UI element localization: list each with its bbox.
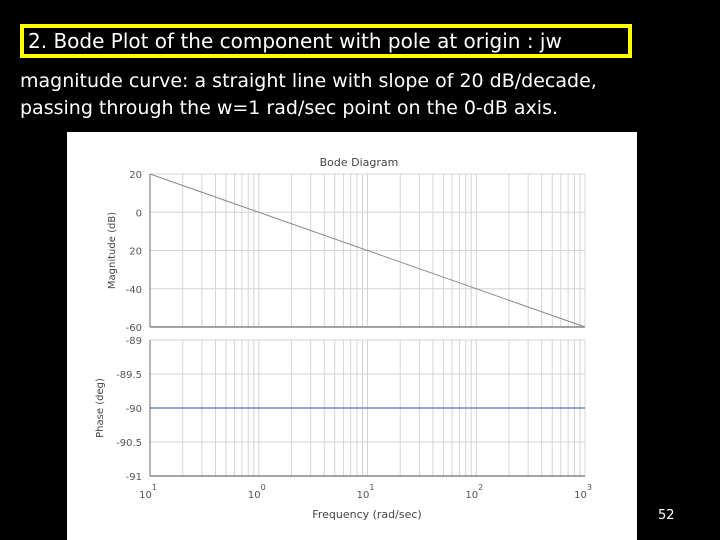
bode-diagram-svg (67, 132, 637, 540)
magnitude-tick-label: 20 (129, 170, 142, 181)
bode-figure (67, 132, 637, 540)
magnitude-tick-label: -60 (125, 323, 142, 334)
caption-line-1: magnitude curve: a straight line with slope of 20 dB/decade, (20, 70, 597, 92)
caption-line-2: passing through the w=1 rad/sec point on the 0-dB axis. (20, 97, 559, 119)
phase-tick-label: -89.5 (116, 370, 142, 381)
phase-tick-label: -90.5 (116, 438, 142, 449)
chart-title: Bode Diagram (319, 156, 399, 169)
magnitude-axis-label: Magnitude (dB) (107, 211, 118, 290)
slide-title: 2. Bode Plot of the component with pole at origin : jw (24, 28, 628, 54)
phase-tick-label: -89 (125, 336, 142, 347)
x-tick-label: $10^2$ (465, 483, 484, 501)
x-axis-label: Frequency (rad/sec) (312, 508, 422, 521)
magnitude-tick-label: -40 (125, 284, 142, 296)
x-tick-label: $10^3$ (574, 483, 592, 501)
magnitude-tick-label: 20 (129, 246, 142, 258)
page-number: 52 (658, 508, 675, 523)
phase-tick-label: -90 (125, 404, 142, 415)
x-tick-label: $10^1$ (356, 483, 375, 501)
slide-caption (20, 68, 710, 122)
phase-tick-label: -91 (125, 472, 142, 483)
x-tick-label: $10^0$ (247, 483, 266, 501)
slide-title-box (20, 24, 632, 58)
magnitude-tick-label: 0 (135, 208, 142, 220)
x-tick-label: $10^1$ (139, 483, 157, 501)
phase-axis-label: Phase (deg) (95, 378, 106, 438)
